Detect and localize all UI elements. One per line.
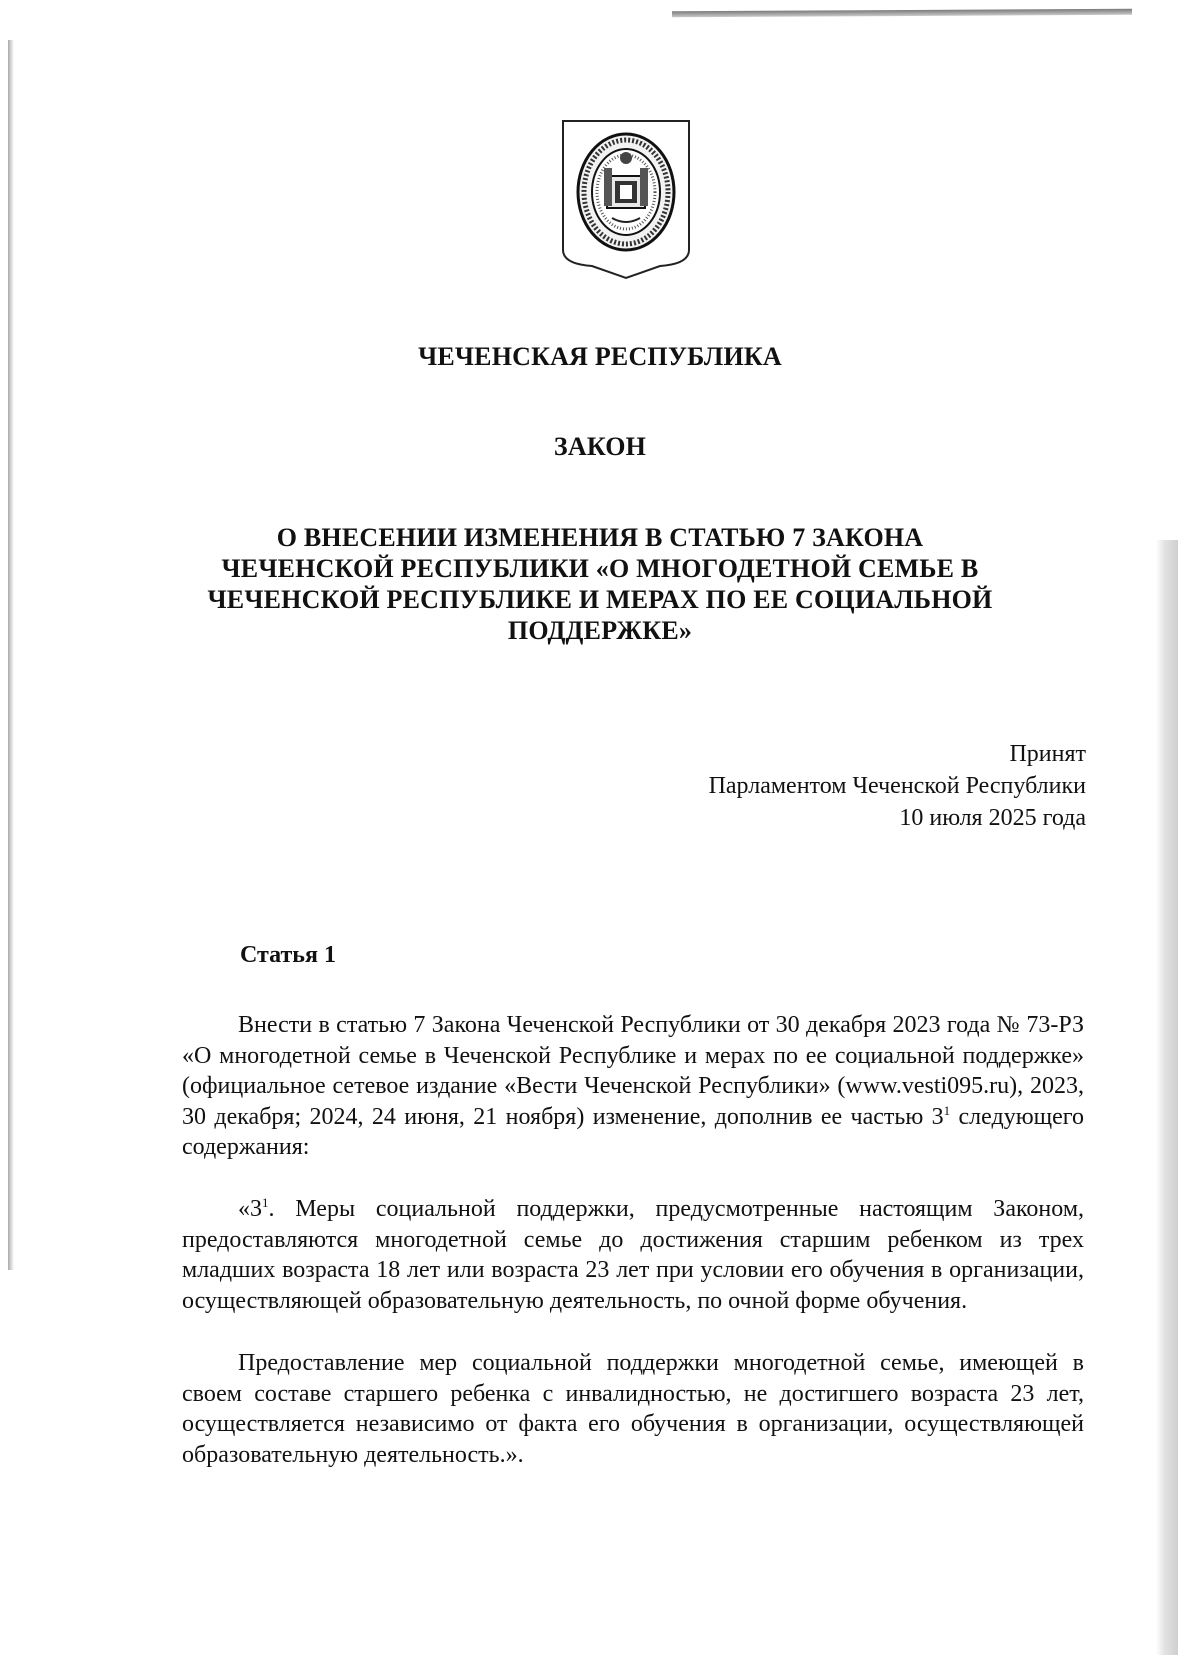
law-title-line: ПОДДЕРЖКЕ» [507, 616, 693, 645]
scan-edge-top [672, 9, 1132, 17]
article-paragraph-3 [182, 1348, 1084, 1470]
adoption-block [709, 738, 1086, 834]
document-type: ЗАКОН [553, 432, 647, 461]
scan-edge-right [1156, 540, 1178, 1655]
article-paragraph-2 [182, 1194, 1084, 1316]
adopting-body: Парламентом Чеченской Республики [708, 773, 1086, 799]
law-title [0, 522, 1200, 646]
superscript: 1 [943, 1102, 951, 1118]
article-paragraph-1 [182, 1010, 1084, 1163]
region-name: ЧЕЧЕНСКАЯ РЕСПУБЛИКА [418, 342, 782, 371]
paragraph-text: «3 [238, 1196, 262, 1222]
law-title-line: О ВНЕСЕНИИ ИЗМЕНЕНИЯ В СТАТЬЮ 7 ЗАКОНА [276, 523, 924, 552]
adoption-date: 10 июля 2025 года [899, 805, 1086, 831]
law-title-line: ЧЕЧЕНСКОЙ РЕСПУБЛИКИ «О МНОГОДЕТНОЙ СЕМЬЕ В [221, 554, 979, 583]
paragraph-text: следующего содержания: [182, 1103, 1085, 1160]
paragraph-text: Предоставление мер социальной поддержки многодетной семье, имеющей в своем составе старшего ребенка с инвалидностью, не достигшего возраста 23 лет, осуществляется независимо от факта его обучения в организации, осуществляющей образовательную деятельность.». [182, 1350, 1084, 1468]
superscript: 1 [262, 1195, 269, 1210]
coat-of-arms-emblem [560, 118, 692, 284]
adoption-status: Принят [1009, 741, 1086, 767]
scan-edge-left [8, 40, 14, 1270]
paragraph-text: Внести в статью 7 Закона Чеченской Республики от 30 декабря 2023 года № 73-РЗ «О многодетной семье в Чеченской Республике и мерах по ее социальной поддержке» (официальное сетевое издание «Вести Чеченской Республики» (www.vesti095.ru), 2023, 30 декабря; 2024, 24 июня, 21 ноября) изменение, дополнив ее частью 3 [182, 1012, 1084, 1130]
paragraph-text: . Меры социальной поддержки, предусмотренные настоящим Законом, предоставляются многодетной семье до достижения старшим ребенком из трех младших возраста 18 лет или возраста 23 лет при условии его обучения в организации, осуществляющей образовательную деятельность, по очной форме обучения. [182, 1196, 1084, 1314]
law-title-line: ЧЕЧЕНСКОЙ РЕСПУБЛИКЕ И МЕРАХ ПО ЕЕ СОЦИАЛЬНОЙ [207, 585, 993, 614]
article-heading: Статья 1 [240, 942, 336, 968]
